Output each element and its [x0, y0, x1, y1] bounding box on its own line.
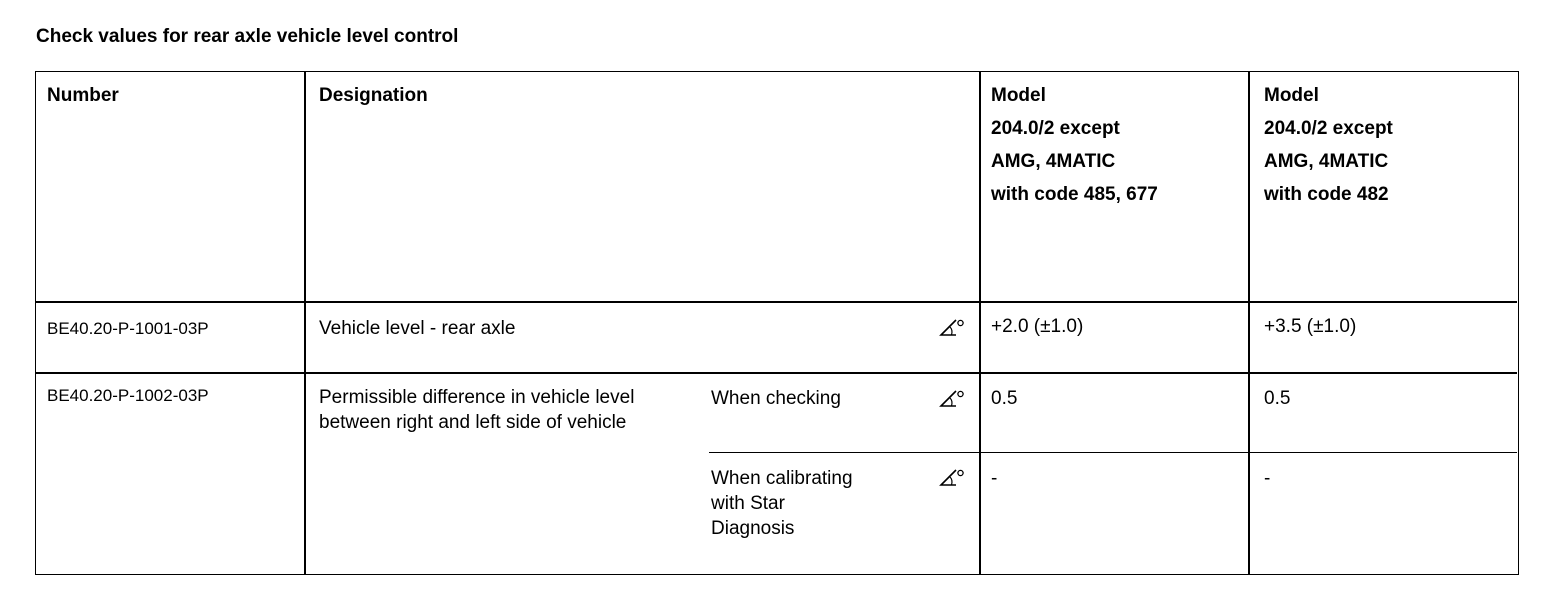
- column-divider: [304, 72, 306, 574]
- check-values-table: [35, 71, 1519, 575]
- header-model-a: Model 204.0/2 except AMG, 4MATIC with code 485, 677: [991, 85, 1158, 205]
- row-2-number: BE40.20-P-1002-03P: [47, 386, 209, 405]
- page-title: Check values for rear axle vehicle level control: [36, 26, 459, 47]
- row-2-checking-model-b-value: 0.5: [1264, 388, 1291, 409]
- row-1-model-b-value: +3.5 (±1.0): [1264, 316, 1357, 337]
- row-2-calibrating-model-a-value: -: [991, 468, 998, 489]
- row-1-number: BE40.20-P-1001-03P: [47, 319, 209, 338]
- row-1-designation: Vehicle level - rear axle: [319, 318, 516, 339]
- row-divider: [36, 372, 1517, 374]
- angle-degree-icon: [939, 389, 965, 409]
- header-number: Number: [47, 85, 119, 106]
- row-2-condition-calibrating: When calibrating with Star Diagnosis: [711, 468, 853, 539]
- row-1-model-a-value: +2.0 (±1.0): [991, 316, 1084, 337]
- column-divider: [979, 72, 981, 574]
- row-divider: [36, 301, 1517, 303]
- angle-degree-icon: [939, 468, 965, 488]
- column-divider: [1248, 72, 1250, 574]
- row-2-calibrating-model-b-value: -: [1264, 468, 1271, 489]
- header-designation: Designation: [319, 85, 428, 106]
- subrow-divider: [709, 452, 1517, 453]
- row-2-condition-checking: When checking: [711, 388, 841, 409]
- angle-degree-icon: [939, 318, 965, 338]
- row-2-checking-model-a-value: 0.5: [991, 388, 1018, 409]
- header-model-b: Model 204.0/2 except AMG, 4MATIC with code 482: [1264, 85, 1393, 205]
- row-2-designation: Permissible difference in vehicle level between right and left side of vehicle: [319, 387, 635, 433]
